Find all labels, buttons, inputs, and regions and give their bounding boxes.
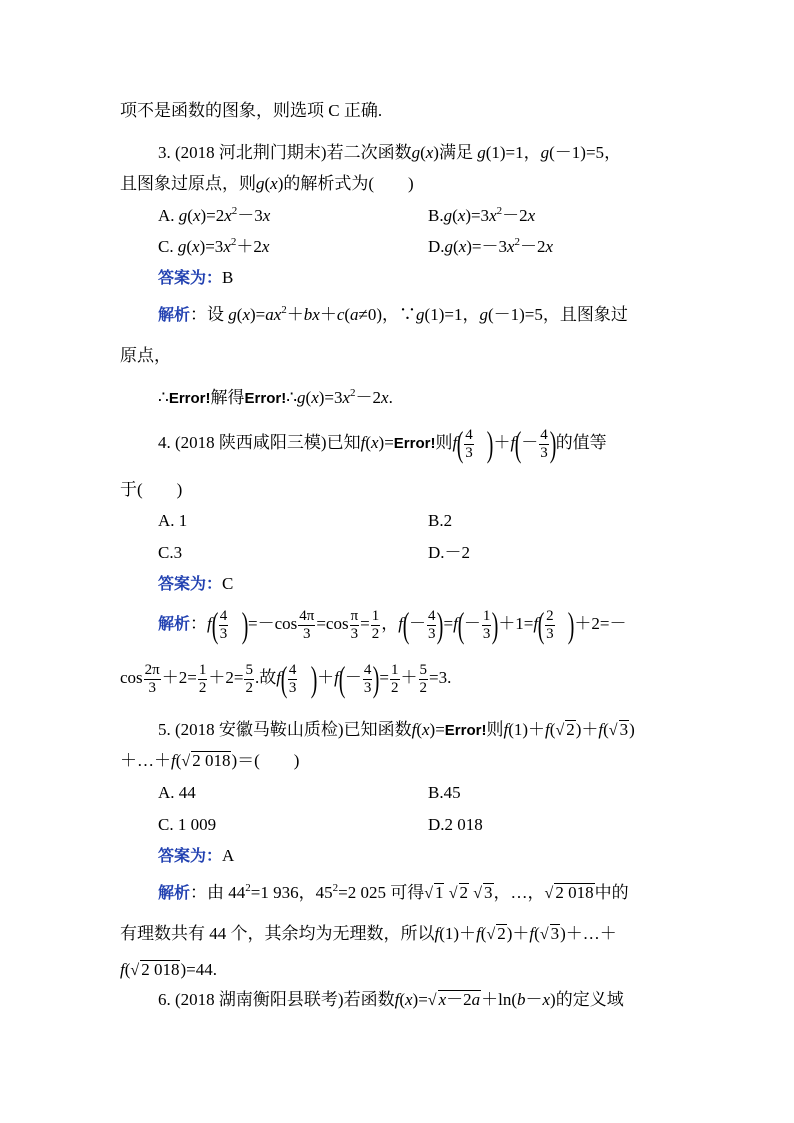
solution-q4-line-2: cos $\frac{2\pi}{3}$ ＋2= $\frac{1}{2}$ ＋2= $\frac{5}{2}$ .故f( $\frac{4}{3}$ )＋f(－ $\frac{4}{3}$ )= $\frac{1}{2}$ ＋ $\frac{5}{2}$ =3. — [120, 659, 452, 699]
text-line: 项不是函数的图象，则选项 C 正确. — [120, 101, 383, 120]
option-a: A. $g(x)=2x^2-3x$ — [158, 205, 271, 225]
question-5-line-1: 5. (2018 安徽马鞍山质检)已知函数f(x)=Error!则f(1)＋f(√ 2)＋f(√ 3) — [158, 720, 635, 739]
option-c: C.3 — [158, 543, 183, 562]
question-5-line-2: ＋…＋f(√ 2 018)＝( ) — [120, 751, 300, 770]
question-3-line-1: 3. (2018 河北荆门期末)若二次函数g(x)满足 g(1)=1，g(－1)=5， — [158, 143, 622, 162]
solution-q3-line-1: 解析：设 $g(x)=ax^2+bx+c(a\ne 0)$，∵g(1)=1，g(－1)=5，且图象过 — [158, 304, 628, 324]
solution-q3-line-2: 原点， — [120, 346, 171, 365]
solution-q3-line-3: ∴Error!解得$Error!\therefore g(x)=3x^2-2x$. — [158, 387, 393, 407]
option-b: B.2 — [428, 511, 453, 530]
option-c: C. $g(x)=3x^2+2x$ — [158, 236, 270, 256]
solution-q4-line-1: 解析：f( $\frac{4}{3}$ )=－cos $\frac{4\pi}{3}$ =cos $\frac{\pi}{3}$ = $\frac{1}{2}$ ，f(－ $\frac{4}{3}$ )=f(－ $\frac{1}{3}$ )＋1=f( $\frac{2}{3}$ )＋2=－ — [158, 605, 627, 645]
question-6-line-1: 6. (2018 湖南衡阳县联考)若函数f(x)=√ x－2a＋ln(b－x)的定义域 — [158, 990, 624, 1009]
question-3-line-2: 且图象过原点，则g(x)的解析式为( ) — [120, 174, 414, 193]
answer-line-q4: 答案为：C — [158, 574, 234, 593]
option-d: D.－2 — [428, 543, 471, 562]
option-c: C. 1 009 — [158, 815, 217, 834]
option-a: A. 1 — [158, 511, 188, 530]
solution-q5-line-3: f(√ 2 018)=44. — [120, 960, 217, 979]
solution-q5-line-2: 有理数共有 44 个，其余均为无理数，所以f(1)＋f(√ 2)＋f(√ 3)＋…＋ — [120, 924, 617, 943]
option-a: A. 44 — [158, 783, 196, 802]
question-4-line-2: 于( ) — [120, 480, 183, 499]
option-b: $B.g(x)=3x^2-2x$ — [428, 205, 536, 225]
answer-line-q3: 答案为：B — [158, 268, 234, 287]
option-d: D.2 018 — [428, 815, 483, 834]
option-b: B.45 — [428, 783, 461, 802]
answer-line-q5: 答案为：A — [158, 846, 235, 865]
solution-q5-line-1: 解析：由 $44^2=1$ 936，$45^2=2$ 025 可得√ 1 √ 2 √ 3，…，√ 2 018中的 — [158, 882, 629, 902]
option-d: $D.g(x)=-3x^2-2x$ — [428, 236, 554, 256]
question-4-line-1: 4. (2018 陕西咸阳三模)已知f(x)=Error!则f( $\frac{4}{3}$ )＋f(－ $\frac{4}{3}$ )的值等 — [158, 424, 607, 464]
